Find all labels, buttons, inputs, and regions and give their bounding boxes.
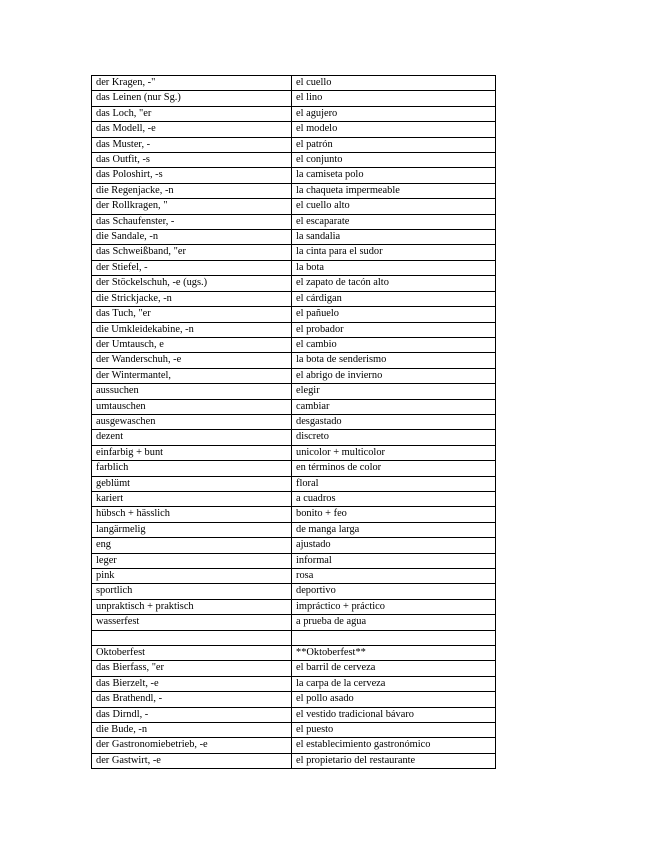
german-term-cell: der Gastronomiebetrieb, -e xyxy=(92,738,292,753)
german-term-cell: der Umtausch, e xyxy=(92,337,292,352)
german-term-cell: umtauschen xyxy=(92,399,292,414)
spanish-translation-cell: el escaparate xyxy=(292,214,496,229)
table-row xyxy=(92,260,496,275)
table-row xyxy=(92,245,496,260)
table-row xyxy=(92,707,496,722)
german-term-cell: geblümt xyxy=(92,476,292,491)
table-row xyxy=(92,753,496,768)
german-term-cell: Oktoberfest xyxy=(92,646,292,661)
german-term-cell: der Rollkragen, " xyxy=(92,199,292,214)
german-term-cell: das Dirndl, - xyxy=(92,707,292,722)
table-row xyxy=(92,599,496,614)
table-row xyxy=(92,276,496,291)
spanish-translation-cell: el lino xyxy=(292,91,496,106)
spanish-translation-cell: informal xyxy=(292,553,496,568)
table-row xyxy=(92,122,496,137)
german-term-cell: die Strickjacke, -n xyxy=(92,291,292,306)
german-term-cell: eng xyxy=(92,538,292,553)
spanish-translation-cell: el pañuelo xyxy=(292,307,496,322)
table-row xyxy=(92,91,496,106)
german-term-cell: unpraktisch + praktisch xyxy=(92,599,292,614)
table-row xyxy=(92,538,496,553)
table-row xyxy=(92,199,496,214)
table-row xyxy=(92,430,496,445)
german-term-cell: das Bierzelt, -e xyxy=(92,676,292,691)
table-row xyxy=(92,337,496,352)
german-term-cell: das Poloshirt, -s xyxy=(92,168,292,183)
spanish-translation-cell: el agujero xyxy=(292,106,496,121)
table-row xyxy=(92,723,496,738)
table-row xyxy=(92,214,496,229)
table-row xyxy=(92,384,496,399)
table-row xyxy=(92,168,496,183)
german-term-cell: der Wanderschuh, -e xyxy=(92,353,292,368)
table-row xyxy=(92,183,496,198)
table-row xyxy=(92,353,496,368)
table-row xyxy=(92,461,496,476)
table-row xyxy=(92,491,496,506)
german-term-cell: ausgewaschen xyxy=(92,414,292,429)
spanish-translation-cell: rosa xyxy=(292,569,496,584)
table-row xyxy=(92,615,496,630)
spanish-translation-cell: a prueba de agua xyxy=(292,615,496,630)
spanish-translation-cell: **Oktoberfest** xyxy=(292,646,496,661)
table-row xyxy=(92,553,496,568)
german-term-cell: dezent xyxy=(92,430,292,445)
table-row xyxy=(92,661,496,676)
spanish-translation-cell: unicolor + multicolor xyxy=(292,445,496,460)
table-row xyxy=(92,368,496,383)
spanish-translation-cell: de manga larga xyxy=(292,522,496,537)
german-term-cell: sportlich xyxy=(92,584,292,599)
spanish-translation-cell: el abrigo de invierno xyxy=(292,368,496,383)
table-row xyxy=(92,476,496,491)
german-term-cell: das Outfit, -s xyxy=(92,153,292,168)
spanish-translation-cell: el probador xyxy=(292,322,496,337)
spanish-translation-cell: el cárdigan xyxy=(292,291,496,306)
spanish-translation-cell: el establecimiento gastronómico xyxy=(292,738,496,753)
spanish-translation-cell: la carpa de la cerveza xyxy=(292,676,496,691)
german-term-cell: wasserfest xyxy=(92,615,292,630)
spanish-translation-cell: el modelo xyxy=(292,122,496,137)
table-row xyxy=(92,522,496,537)
table-row xyxy=(92,414,496,429)
german-term-cell: die Regenjacke, -n xyxy=(92,183,292,198)
spanish-translation-cell: el barril de cerveza xyxy=(292,661,496,676)
table-row xyxy=(92,646,496,661)
table-row xyxy=(92,307,496,322)
german-term-cell: die Umkleidekabine, -n xyxy=(92,322,292,337)
spanish-translation-cell: la camiseta polo xyxy=(292,168,496,183)
german-term-cell: kariert xyxy=(92,491,292,506)
table-row xyxy=(92,676,496,691)
spanish-translation-cell: floral xyxy=(292,476,496,491)
spanish-translation-cell: el vestido tradicional bávaro xyxy=(292,707,496,722)
spanish-translation-cell xyxy=(292,630,496,645)
spanish-translation-cell: la chaqueta impermeable xyxy=(292,183,496,198)
german-term-cell: das Tuch, "er xyxy=(92,307,292,322)
german-term-cell: der Stiefel, - xyxy=(92,260,292,275)
table-row xyxy=(92,322,496,337)
spanish-translation-cell: la sandalia xyxy=(292,230,496,245)
spanish-translation-cell: discreto xyxy=(292,430,496,445)
table-row xyxy=(92,445,496,460)
table-row xyxy=(92,137,496,152)
german-term-cell: der Stöckelschuh, -e (ugs.) xyxy=(92,276,292,291)
german-term-cell: das Bierfass, "er xyxy=(92,661,292,676)
german-term-cell: farblich xyxy=(92,461,292,476)
table-row xyxy=(92,291,496,306)
spanish-translation-cell: el propietario del restaurante xyxy=(292,753,496,768)
german-term-cell: die Bude, -n xyxy=(92,723,292,738)
german-term-cell: leger xyxy=(92,553,292,568)
spanish-translation-cell: el puesto xyxy=(292,723,496,738)
table-row xyxy=(92,507,496,522)
table-row xyxy=(92,738,496,753)
spanish-translation-cell: el cuello xyxy=(292,76,496,91)
spanish-translation-cell: en términos de color xyxy=(292,461,496,476)
spanish-translation-cell: deportivo xyxy=(292,584,496,599)
table-row xyxy=(92,106,496,121)
spanish-translation-cell: el cambio xyxy=(292,337,496,352)
german-term-cell: das Modell, -e xyxy=(92,122,292,137)
german-term-cell: das Schweißband, "er xyxy=(92,245,292,260)
spanish-translation-cell: desgastado xyxy=(292,414,496,429)
german-term-cell: langärmelig xyxy=(92,522,292,537)
vocabulary-table-body xyxy=(92,76,496,769)
vocabulary-table xyxy=(91,75,496,769)
spanish-translation-cell: elegir xyxy=(292,384,496,399)
table-row xyxy=(92,630,496,645)
german-term-cell: das Muster, - xyxy=(92,137,292,152)
table-row xyxy=(92,230,496,245)
german-term-cell: einfarbig + bunt xyxy=(92,445,292,460)
table-row xyxy=(92,76,496,91)
spanish-translation-cell: cambiar xyxy=(292,399,496,414)
german-term-cell: hübsch + hässlich xyxy=(92,507,292,522)
spanish-translation-cell: impráctico + práctico xyxy=(292,599,496,614)
table-row xyxy=(92,399,496,414)
german-term-cell: der Kragen, -" xyxy=(92,76,292,91)
spanish-translation-cell: el patrón xyxy=(292,137,496,152)
table-row xyxy=(92,153,496,168)
table-row xyxy=(92,692,496,707)
table-row xyxy=(92,569,496,584)
spanish-translation-cell: el zapato de tacón alto xyxy=(292,276,496,291)
spanish-translation-cell: ajustado xyxy=(292,538,496,553)
spanish-translation-cell: la bota xyxy=(292,260,496,275)
spanish-translation-cell: bonito + feo xyxy=(292,507,496,522)
spanish-translation-cell: el pollo asado xyxy=(292,692,496,707)
spanish-translation-cell: la cinta para el sudor xyxy=(292,245,496,260)
german-term-cell: der Gastwirt, -e xyxy=(92,753,292,768)
german-term-cell: das Loch, "er xyxy=(92,106,292,121)
german-term-cell: pink xyxy=(92,569,292,584)
german-term-cell xyxy=(92,630,292,645)
spanish-translation-cell: a cuadros xyxy=(292,491,496,506)
german-term-cell: das Brathendl, - xyxy=(92,692,292,707)
german-term-cell: das Leinen (nur Sg.) xyxy=(92,91,292,106)
german-term-cell: das Schaufenster, - xyxy=(92,214,292,229)
german-term-cell: die Sandale, -n xyxy=(92,230,292,245)
table-row xyxy=(92,584,496,599)
spanish-translation-cell: el conjunto xyxy=(292,153,496,168)
spanish-translation-cell: el cuello alto xyxy=(292,199,496,214)
german-term-cell: aussuchen xyxy=(92,384,292,399)
german-term-cell: der Wintermantel, xyxy=(92,368,292,383)
spanish-translation-cell: la bota de senderismo xyxy=(292,353,496,368)
